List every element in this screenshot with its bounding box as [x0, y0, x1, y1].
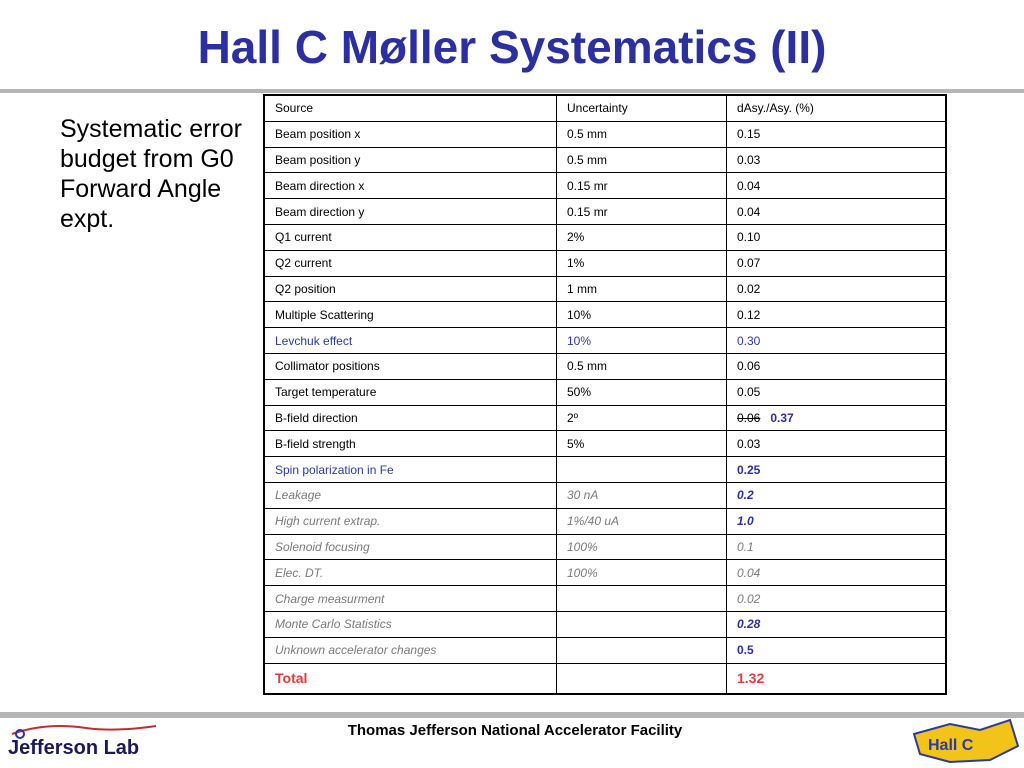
header-cell: Source	[264, 95, 557, 121]
source-cell: Q2 position	[264, 276, 557, 302]
uncertainty-cell: 1%	[557, 250, 727, 276]
value-cell: 0.10	[727, 224, 947, 250]
header-cell: dAsy./Asy. (%)	[727, 95, 947, 121]
total-value: 1.32	[727, 663, 947, 694]
source-cell: Multiple Scattering	[264, 302, 557, 328]
uncertainty-cell	[557, 637, 727, 663]
uncertainty-cell: 100%	[557, 534, 727, 560]
uncertainty-cell: 1%/40 uA	[557, 508, 727, 534]
source-cell: Elec. DT.	[264, 560, 557, 586]
bottom-divider	[0, 712, 1024, 718]
uncertainty-cell: 0.5 mm	[557, 353, 727, 379]
uncertainty-cell: 1 mm	[557, 276, 727, 302]
value-cell: 0.05	[727, 379, 947, 405]
header-cell: Uncertainty	[557, 95, 727, 121]
value-cell: 0.12	[727, 302, 947, 328]
value-cell: 0.06	[727, 353, 947, 379]
uncertainty-cell: 5%	[557, 431, 727, 457]
old-value: 0.06	[737, 410, 761, 425]
source-cell: Levchuk effect	[264, 328, 557, 354]
value-cell: 0.07	[727, 250, 947, 276]
uncertainty-cell: 0.15 mr	[557, 173, 727, 199]
slide-title: Hall C Møller Systematics (II)	[197, 21, 827, 73]
uncertainty-cell	[557, 457, 727, 483]
table-row	[264, 611, 946, 637]
uncertainty-cell: 30 nA	[557, 482, 727, 508]
uncertainty-cell: 10%	[557, 328, 727, 354]
table-row	[264, 302, 946, 328]
source-cell: Leakage	[264, 482, 557, 508]
table-row	[264, 224, 946, 250]
uncertainty-cell: 50%	[557, 379, 727, 405]
hall-c-wordmark: Hall C	[928, 737, 974, 754]
table-row	[264, 560, 946, 586]
table-row	[264, 173, 946, 199]
table-row	[264, 534, 946, 560]
revised-value: 0.37	[770, 410, 794, 425]
table-row	[264, 121, 946, 147]
value-cell: 1.0	[727, 508, 947, 534]
value-cell: 0.03	[727, 431, 947, 457]
table-row	[264, 328, 946, 354]
source-cell: Unknown accelerator changes	[264, 637, 557, 663]
top-divider	[0, 89, 1024, 93]
table-row	[264, 353, 946, 379]
uncertainty-cell: 0.5 mm	[557, 147, 727, 173]
table-row	[264, 508, 946, 534]
value-cell: 0.30	[727, 328, 947, 354]
uncertainty-cell: 0.15 mr	[557, 199, 727, 225]
value-cell: 0.28	[727, 611, 947, 637]
table-row	[264, 199, 946, 225]
table-row	[264, 379, 946, 405]
table-header-row	[264, 95, 946, 121]
source-cell: Beam position x	[264, 121, 557, 147]
source-cell: Collimator positions	[264, 353, 557, 379]
value-cell: 0.04	[727, 199, 947, 225]
table-row	[264, 147, 946, 173]
table-row	[264, 276, 946, 302]
table-row	[264, 586, 946, 612]
value-cell	[727, 405, 947, 431]
total-label: Total	[264, 663, 557, 694]
table-row	[264, 637, 946, 663]
value-cell: 0.02	[727, 586, 947, 612]
side-note: Systematic error budget from G0 Forward Angle expt.	[60, 115, 242, 233]
table-row	[264, 250, 946, 276]
source-cell: Q2 current	[264, 250, 557, 276]
value-cell: 0.2	[727, 482, 947, 508]
source-cell: B-field direction	[264, 405, 557, 431]
value-cell: 0.15	[727, 121, 947, 147]
jefferson-lab-logo	[6, 720, 166, 764]
uncertainty-cell: 2%	[557, 224, 727, 250]
source-cell: Target temperature	[264, 379, 557, 405]
value-cell: 0.04	[727, 173, 947, 199]
source-cell: Solenoid focusing	[264, 534, 557, 560]
uncertainty-cell: 10%	[557, 302, 727, 328]
table-row	[264, 405, 946, 431]
value-cell: 0.1	[727, 534, 947, 560]
value-cell: 0.25	[727, 457, 947, 483]
value-cell: 0.04	[727, 560, 947, 586]
uncertainty-cell	[557, 586, 727, 612]
source-cell: B-field strength	[264, 431, 557, 457]
source-cell: Beam direction x	[264, 173, 557, 199]
footer-text: Thomas Jefferson National Accelerator Facility	[347, 722, 683, 739]
uncertainty-cell: 2º	[557, 405, 727, 431]
source-cell: Spin polarization in Fe	[264, 457, 557, 483]
systematics-table	[263, 94, 947, 695]
value-cell: 0.5	[727, 637, 947, 663]
table-row	[264, 431, 946, 457]
total-uncertainty-cell	[557, 663, 727, 694]
table-row	[264, 457, 946, 483]
source-cell: Monte Carlo Statistics	[264, 611, 557, 637]
uncertainty-cell: 0.5 mm	[557, 121, 727, 147]
jefferson-lab-wordmark: Jefferson Lab	[8, 737, 140, 759]
source-cell: Q1 current	[264, 224, 557, 250]
source-cell: High current extrap.	[264, 508, 557, 534]
total-row	[264, 663, 946, 694]
value-cell: 0.02	[727, 276, 947, 302]
hall-c-logo	[910, 716, 1022, 766]
uncertainty-cell	[557, 611, 727, 637]
uncertainty-cell: 100%	[557, 560, 727, 586]
value-cell: 0.03	[727, 147, 947, 173]
source-cell: Charge measurment	[264, 586, 557, 612]
source-cell: Beam position y	[264, 147, 557, 173]
source-cell: Beam direction y	[264, 199, 557, 225]
table-row	[264, 482, 946, 508]
